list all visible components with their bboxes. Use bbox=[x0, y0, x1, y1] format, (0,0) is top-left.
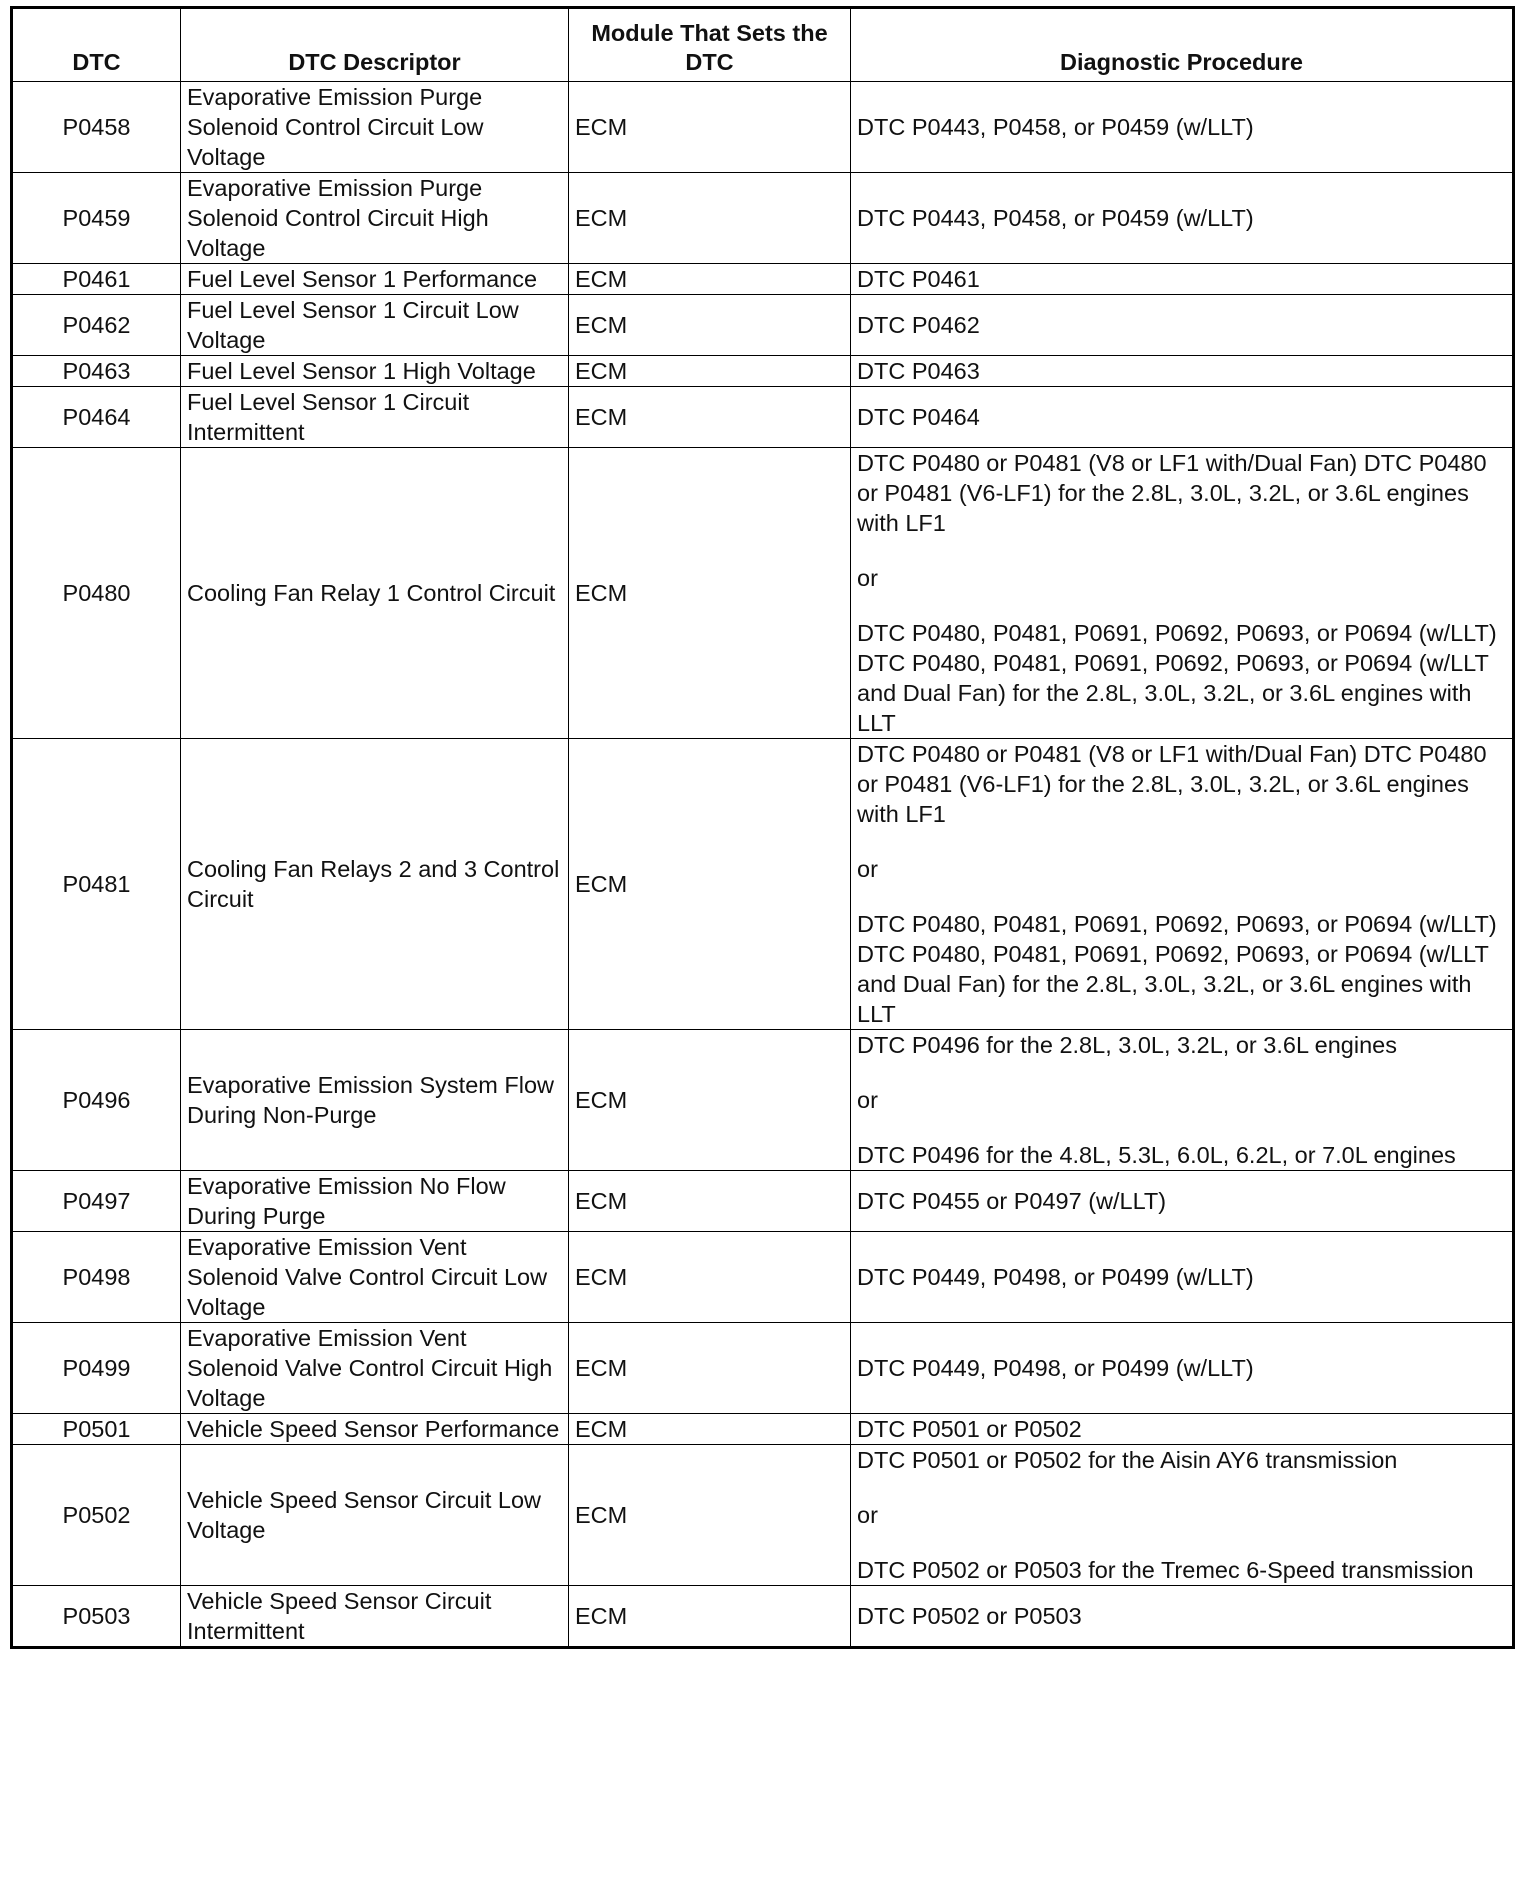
diagnostic-procedure bbox=[851, 448, 1514, 739]
dtc-descriptor: Evaporative Emission Purge Solenoid Control Circuit Low Voltage bbox=[181, 82, 569, 173]
dtc-code: P0498 bbox=[12, 1232, 181, 1323]
table-row bbox=[12, 1323, 1514, 1414]
diagnostic-procedure bbox=[851, 1445, 1514, 1586]
procedure-text: DTC P0502 or P0503 for the Tremec 6-Speed transmission bbox=[857, 1557, 1474, 1583]
setting-module: ECM bbox=[569, 1445, 851, 1586]
dtc-descriptor: Evaporative Emission System Flow During Non-Purge bbox=[181, 1030, 569, 1171]
dtc-code: P0481 bbox=[12, 739, 181, 1030]
table-row bbox=[12, 356, 1514, 387]
procedure-text: DTC P0501 or P0502 for the Aisin AY6 transmission bbox=[857, 1447, 1398, 1473]
dtc-code: P0461 bbox=[12, 264, 181, 295]
dtc-code: P0502 bbox=[12, 1445, 181, 1586]
procedure-text: DTC P0496 for the 4.8L, 5.3L, 6.0L, 6.2L, or 7.0L engines bbox=[857, 1142, 1456, 1168]
dtc-descriptor: Evaporative Emission Vent Solenoid Valve Control Circuit High Voltage bbox=[181, 1323, 569, 1414]
procedure-text: or bbox=[857, 856, 878, 882]
dtc-descriptor: Evaporative Emission Purge Solenoid Control Circuit High Voltage bbox=[181, 173, 569, 264]
diagnostic-procedure bbox=[851, 295, 1514, 356]
dtc-code: P0501 bbox=[12, 1414, 181, 1445]
setting-module: ECM bbox=[569, 264, 851, 295]
dtc-descriptor: Vehicle Speed Sensor Circuit Low Voltage bbox=[181, 1445, 569, 1586]
setting-module: ECM bbox=[569, 356, 851, 387]
procedure-text: DTC P0443, P0458, or P0459 (w/LLT) bbox=[857, 205, 1254, 231]
table-row bbox=[12, 1586, 1514, 1648]
setting-module: ECM bbox=[569, 1323, 851, 1414]
table-row bbox=[12, 448, 1514, 739]
setting-module: ECM bbox=[569, 82, 851, 173]
table-row bbox=[12, 1171, 1514, 1232]
procedure-text: DTC P0502 or P0503 bbox=[857, 1603, 1082, 1629]
setting-module: ECM bbox=[569, 1030, 851, 1171]
dtc-descriptor: Fuel Level Sensor 1 Circuit Intermittent bbox=[181, 387, 569, 448]
setting-module: ECM bbox=[569, 1232, 851, 1323]
procedure-text: DTC P0501 or P0502 bbox=[857, 1416, 1082, 1442]
setting-module: ECM bbox=[569, 295, 851, 356]
table-row bbox=[12, 1232, 1514, 1323]
procedure-text: DTC P0480 or P0481 (V8 or LF1 with/Dual Fan) DTC P0480 or P0481 (V6-LF1) for the 2.8L, 3.0L, 3.2L, or 3.6L engines with LF1 bbox=[857, 450, 1487, 536]
diagnostic-procedure bbox=[851, 264, 1514, 295]
diagnostic-procedure bbox=[851, 387, 1514, 448]
dtc-descriptor: Fuel Level Sensor 1 High Voltage bbox=[181, 356, 569, 387]
header-row bbox=[12, 8, 1514, 82]
procedure-text: DTC P0496 for the 2.8L, 3.0L, 3.2L, or 3.6L engines bbox=[857, 1032, 1397, 1058]
diagnostic-procedure bbox=[851, 356, 1514, 387]
setting-module: ECM bbox=[569, 173, 851, 264]
table-header bbox=[12, 8, 1514, 82]
procedure-text: DTC P0455 or P0497 (w/LLT) bbox=[857, 1188, 1167, 1214]
procedure-text: or bbox=[857, 1087, 878, 1113]
diagnostic-procedure bbox=[851, 1171, 1514, 1232]
procedure-text: DTC P0461 bbox=[857, 266, 980, 292]
procedure-text: DTC P0449, P0498, or P0499 (w/LLT) bbox=[857, 1264, 1254, 1290]
table-row bbox=[12, 173, 1514, 264]
table-row bbox=[12, 1445, 1514, 1586]
dtc-code: P0462 bbox=[12, 295, 181, 356]
dtc-code: P0458 bbox=[12, 82, 181, 173]
dtc-descriptor: Vehicle Speed Sensor Circuit Intermittent bbox=[181, 1586, 569, 1648]
dtc-code: P0497 bbox=[12, 1171, 181, 1232]
dtc-code: P0503 bbox=[12, 1586, 181, 1648]
dtc-descriptor: Fuel Level Sensor 1 Circuit Low Voltage bbox=[181, 295, 569, 356]
diagnostic-procedure bbox=[851, 1232, 1514, 1323]
dtc-code: P0463 bbox=[12, 356, 181, 387]
procedure-text: DTC P0463 bbox=[857, 358, 980, 384]
table-row bbox=[12, 295, 1514, 356]
diagnostic-procedure bbox=[851, 1586, 1514, 1648]
table-body bbox=[12, 82, 1514, 1648]
procedure-text: DTC P0480 or P0481 (V8 or LF1 with/Dual Fan) DTC P0480 or P0481 (V6-LF1) for the 2.8L, 3.0L, 3.2L, or 3.6L engines with LF1 bbox=[857, 741, 1487, 827]
diagnostic-procedure bbox=[851, 82, 1514, 173]
procedure-text: DTC P0443, P0458, or P0459 (w/LLT) bbox=[857, 114, 1254, 140]
dtc-code: P0499 bbox=[12, 1323, 181, 1414]
header-dtc: DTC bbox=[12, 8, 181, 82]
diagnostic-procedure bbox=[851, 1323, 1514, 1414]
dtc-code: P0464 bbox=[12, 387, 181, 448]
dtc-code: P0480 bbox=[12, 448, 181, 739]
dtc-descriptor: Cooling Fan Relay 1 Control Circuit bbox=[181, 448, 569, 739]
table-row bbox=[12, 82, 1514, 173]
table-row bbox=[12, 1414, 1514, 1445]
procedure-text: or bbox=[857, 565, 878, 591]
dtc-descriptor: Evaporative Emission Vent Solenoid Valve Control Circuit Low Voltage bbox=[181, 1232, 569, 1323]
diagnostic-procedure bbox=[851, 1414, 1514, 1445]
diagnostic-procedure bbox=[851, 173, 1514, 264]
dtc-descriptor: Vehicle Speed Sensor Performance bbox=[181, 1414, 569, 1445]
header-procedure: Diagnostic Procedure bbox=[851, 8, 1514, 82]
setting-module: ECM bbox=[569, 1414, 851, 1445]
diagnostic-procedure bbox=[851, 739, 1514, 1030]
dtc-descriptor: Fuel Level Sensor 1 Performance bbox=[181, 264, 569, 295]
dtc-descriptor: Cooling Fan Relays 2 and 3 Control Circuit bbox=[181, 739, 569, 1030]
table-row bbox=[12, 264, 1514, 295]
procedure-text: DTC P0464 bbox=[857, 404, 980, 430]
dtc-code: P0459 bbox=[12, 173, 181, 264]
diagnostic-procedure bbox=[851, 1030, 1514, 1171]
header-descriptor: DTC Descriptor bbox=[181, 8, 569, 82]
setting-module: ECM bbox=[569, 448, 851, 739]
setting-module: ECM bbox=[569, 1171, 851, 1232]
procedure-text: DTC P0480, P0481, P0691, P0692, P0693, or P0694 (w/LLT) DTC P0480, P0481, P0691, P0692, P0693, or P0694 (w/LLT and Dual Fan) for the 2.8L, 3.0L, 3.2L, or 3.6L engines with LLT bbox=[857, 620, 1497, 736]
procedure-text: DTC P0480, P0481, P0691, P0692, P0693, or P0694 (w/LLT) DTC P0480, P0481, P0691, P0692, P0693, or P0694 (w/LLT and Dual Fan) for the 2.8L, 3.0L, 3.2L, or 3.6L engines with LLT bbox=[857, 911, 1497, 1027]
dtc-table bbox=[10, 6, 1515, 1649]
setting-module: ECM bbox=[569, 739, 851, 1030]
setting-module: ECM bbox=[569, 387, 851, 448]
table-row bbox=[12, 739, 1514, 1030]
procedure-text: DTC P0449, P0498, or P0499 (w/LLT) bbox=[857, 1355, 1254, 1381]
dtc-descriptor: Evaporative Emission No Flow During Purge bbox=[181, 1171, 569, 1232]
table-row bbox=[12, 1030, 1514, 1171]
procedure-text: DTC P0462 bbox=[857, 312, 980, 338]
header-module: Module That Sets the DTC bbox=[569, 8, 851, 82]
dtc-code: P0496 bbox=[12, 1030, 181, 1171]
setting-module: ECM bbox=[569, 1586, 851, 1648]
procedure-text: or bbox=[857, 1502, 878, 1528]
table-row bbox=[12, 387, 1514, 448]
